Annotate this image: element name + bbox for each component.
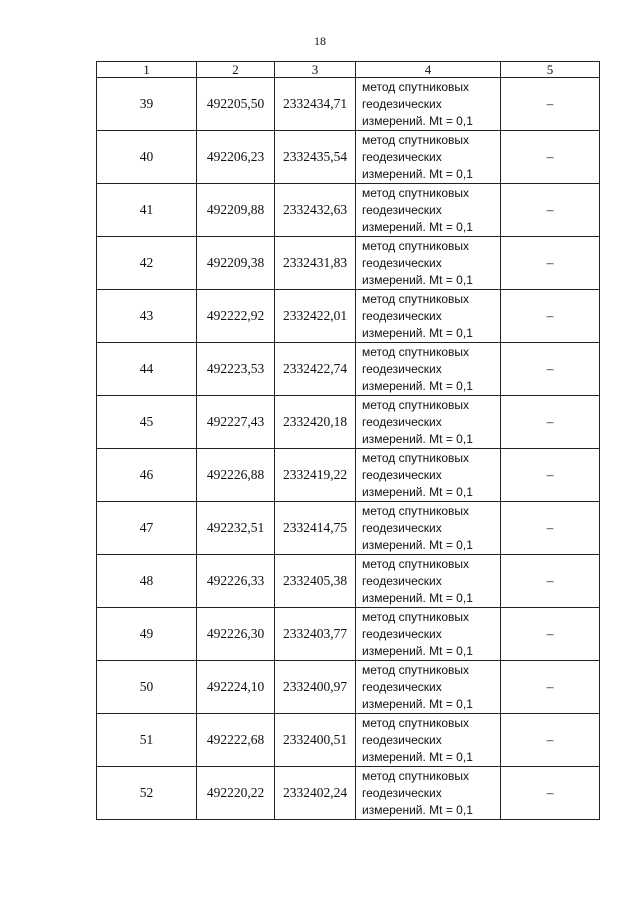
- table-row: [97, 78, 600, 131]
- y-coordinate-cell: 2332419,22: [275, 449, 356, 502]
- column-header-4: 4: [356, 62, 501, 78]
- point-number-cell: 42: [97, 237, 197, 290]
- point-number-cell: 44: [97, 343, 197, 396]
- y-coordinate-cell: 2332420,18: [275, 396, 356, 449]
- table-row: [97, 396, 600, 449]
- x-coordinate-cell: 492220,22: [197, 767, 275, 820]
- table-row: [97, 555, 600, 608]
- page-number: 18: [314, 34, 326, 48]
- note-cell: –: [501, 184, 600, 237]
- y-coordinate-cell: 2332422,01: [275, 290, 356, 343]
- x-coordinate-cell: 492222,68: [197, 714, 275, 767]
- note-cell: –: [501, 343, 600, 396]
- note-cell: –: [501, 608, 600, 661]
- method-cell: метод спутниковых геодезических измерений. Mt = 0,1: [356, 78, 501, 131]
- header-row: [97, 62, 600, 78]
- table-row: [97, 449, 600, 502]
- method-cell: метод спутниковых геодезических измерений. Mt = 0,1: [356, 184, 501, 237]
- method-cell: метод спутниковых геодезических измерений. Mt = 0,1: [356, 131, 501, 184]
- x-coordinate-cell: 492209,88: [197, 184, 275, 237]
- method-cell: метод спутниковых геодезических измерений. Mt = 0,1: [356, 502, 501, 555]
- x-coordinate-cell: 492206,23: [197, 131, 275, 184]
- x-coordinate-cell: 492222,92: [197, 290, 275, 343]
- table-header: [97, 62, 600, 78]
- note-cell: –: [501, 555, 600, 608]
- point-number-cell: 45: [97, 396, 197, 449]
- x-coordinate-cell: 492224,10: [197, 661, 275, 714]
- note-cell: –: [501, 502, 600, 555]
- x-coordinate-cell: 492209,38: [197, 237, 275, 290]
- table-body: [97, 78, 600, 820]
- column-header-5: 5: [501, 62, 600, 78]
- table-row: [97, 608, 600, 661]
- y-coordinate-cell: 2332403,77: [275, 608, 356, 661]
- table-row: [97, 502, 600, 555]
- method-cell: метод спутниковых геодезических измерений. Mt = 0,1: [356, 343, 501, 396]
- x-coordinate-cell: 492205,50: [197, 78, 275, 131]
- note-cell: –: [501, 449, 600, 502]
- y-coordinate-cell: 2332435,54: [275, 131, 356, 184]
- method-cell: метод спутниковых геодезических измерений. Mt = 0,1: [356, 555, 501, 608]
- x-coordinate-cell: 492226,30: [197, 608, 275, 661]
- column-header-1: 1: [97, 62, 197, 78]
- y-coordinate-cell: 2332422,74: [275, 343, 356, 396]
- y-coordinate-cell: 2332405,38: [275, 555, 356, 608]
- x-coordinate-cell: 492226,33: [197, 555, 275, 608]
- point-number-cell: 46: [97, 449, 197, 502]
- note-cell: –: [501, 290, 600, 343]
- method-cell: метод спутниковых геодезических измерений. Mt = 0,1: [356, 608, 501, 661]
- note-cell: –: [501, 78, 600, 131]
- column-header-2: 2: [197, 62, 275, 78]
- point-number-cell: 49: [97, 608, 197, 661]
- y-coordinate-cell: 2332432,63: [275, 184, 356, 237]
- coordinates-table: [96, 61, 600, 820]
- method-cell: метод спутниковых геодезических измерений. Mt = 0,1: [356, 449, 501, 502]
- method-cell: метод спутниковых геодезических измерений. Mt = 0,1: [356, 290, 501, 343]
- y-coordinate-cell: 2332400,97: [275, 661, 356, 714]
- note-cell: –: [501, 131, 600, 184]
- point-number-cell: 51: [97, 714, 197, 767]
- note-cell: –: [501, 396, 600, 449]
- note-cell: –: [501, 661, 600, 714]
- table-row: [97, 290, 600, 343]
- point-number-cell: 50: [97, 661, 197, 714]
- y-coordinate-cell: 2332431,83: [275, 237, 356, 290]
- table-row: [97, 237, 600, 290]
- x-coordinate-cell: 492227,43: [197, 396, 275, 449]
- y-coordinate-cell: 2332434,71: [275, 78, 356, 131]
- method-cell: метод спутниковых геодезических измерений. Mt = 0,1: [356, 396, 501, 449]
- point-number-cell: 52: [97, 767, 197, 820]
- y-coordinate-cell: 2332402,24: [275, 767, 356, 820]
- y-coordinate-cell: 2332400,51: [275, 714, 356, 767]
- x-coordinate-cell: 492226,88: [197, 449, 275, 502]
- point-number-cell: 48: [97, 555, 197, 608]
- point-number-cell: 40: [97, 131, 197, 184]
- table-row: [97, 767, 600, 820]
- x-coordinate-cell: 492232,51: [197, 502, 275, 555]
- column-header-3: 3: [275, 62, 356, 78]
- note-cell: –: [501, 767, 600, 820]
- note-cell: –: [501, 714, 600, 767]
- point-number-cell: 47: [97, 502, 197, 555]
- point-number-cell: 41: [97, 184, 197, 237]
- method-cell: метод спутниковых геодезических измерений. Mt = 0,1: [356, 767, 501, 820]
- table-row: [97, 661, 600, 714]
- note-cell: –: [501, 237, 600, 290]
- table-row: [97, 343, 600, 396]
- x-coordinate-cell: 492223,53: [197, 343, 275, 396]
- y-coordinate-cell: 2332414,75: [275, 502, 356, 555]
- point-number-cell: 43: [97, 290, 197, 343]
- table-row: [97, 714, 600, 767]
- point-number-cell: 39: [97, 78, 197, 131]
- table-row: [97, 131, 600, 184]
- method-cell: метод спутниковых геодезических измерений. Mt = 0,1: [356, 237, 501, 290]
- table-row: [97, 184, 600, 237]
- method-cell: метод спутниковых геодезических измерений. Mt = 0,1: [356, 661, 501, 714]
- method-cell: метод спутниковых геодезических измерений. Mt = 0,1: [356, 714, 501, 767]
